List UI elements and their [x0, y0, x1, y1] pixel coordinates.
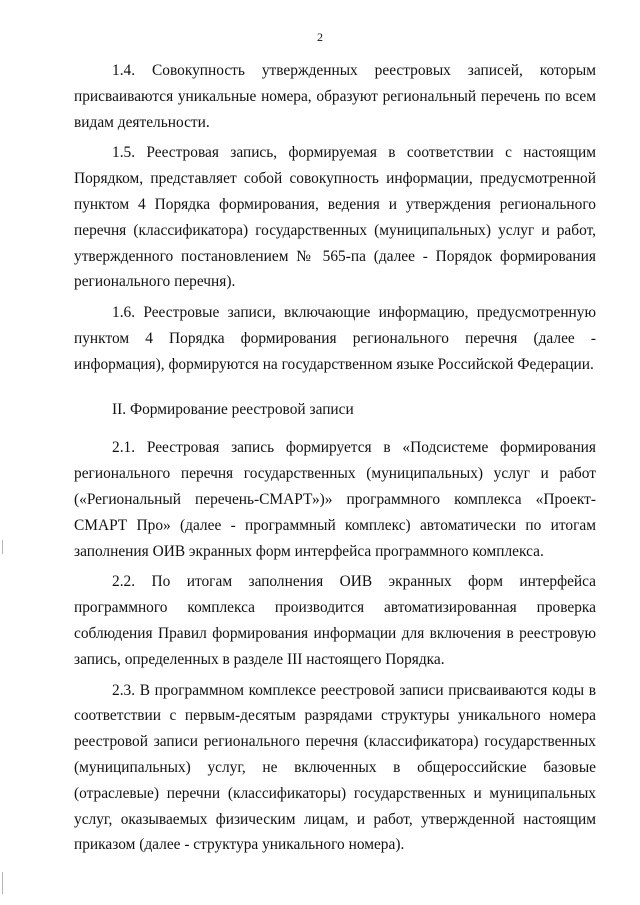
paragraph-2-3: 2.3. В программном комплексе реестровой записи присваиваются коды в соответствии с первым-десятым разрядами структуры уникального номера реестровой записи регионального перечня (классификатора) государственных (муниципальных) услуг, не включенных в общероссийские базовые (отраслевые) перечни (классификаторы) государственных и муниципальных услуг, оказываемых физическим лицам, и работ, утвержденной настоящим приказом (далее - структура уникального номера).: [74, 681, 596, 854]
paragraph-1-5: 1.5. Реестровая запись, формируемая в соответствии с настоящим Порядком, представляет собой совокупность информации, предусмотренной пунктом 4 Порядка формирования, ведения и утверждения регионального перечня (классификатора) государственных (муниципальных) услуг и работ, утвержденного постановлением № 565-па (далее - Порядок формирования регионального перечня).: [74, 144, 596, 291]
paragraph-2-2: 2.2. По итогам заполнения ОИВ экранных форм интерфейса программного комплекса производится автоматизированная проверка соблюдения Правил формирования информации для включения в реестровую запись, определенных в разделе III настоящего Порядка.: [74, 573, 596, 668]
scan-edge-mark: [2, 872, 3, 894]
paragraph-1-6: 1.6. Реестровые записи, включающие информацию, предусмотренную пунктом 4 Порядка формирования регионального перечня (далее - информация), формируются на государственном языке Российской Федерации.: [74, 304, 596, 373]
page-number: 2: [317, 30, 323, 44]
paragraph-2-1: 2.1. Реестровая запись формируется в «Подсистеме формирования регионального перечня государственных (муниципальных) услуг и работ («Региональный перечень-СМАРТ»)» программного комплекса «Проект-СМАРТ Про» (далее - программный комплекс) автоматически по итогам заполнения ОИВ экранных форм интерфейса программного комплекса.: [74, 439, 596, 560]
document-body: [74, 58, 596, 863]
section-2-heading: II. Формирование реестровой записи: [112, 400, 354, 418]
paragraph-1-4: 1.4. Совокупность утвержденных реестровых записей, которым присваиваются уникальные номера, образуют региональный перечень по всем видам деятельности.: [74, 62, 596, 131]
scan-edge-mark: [2, 540, 3, 554]
